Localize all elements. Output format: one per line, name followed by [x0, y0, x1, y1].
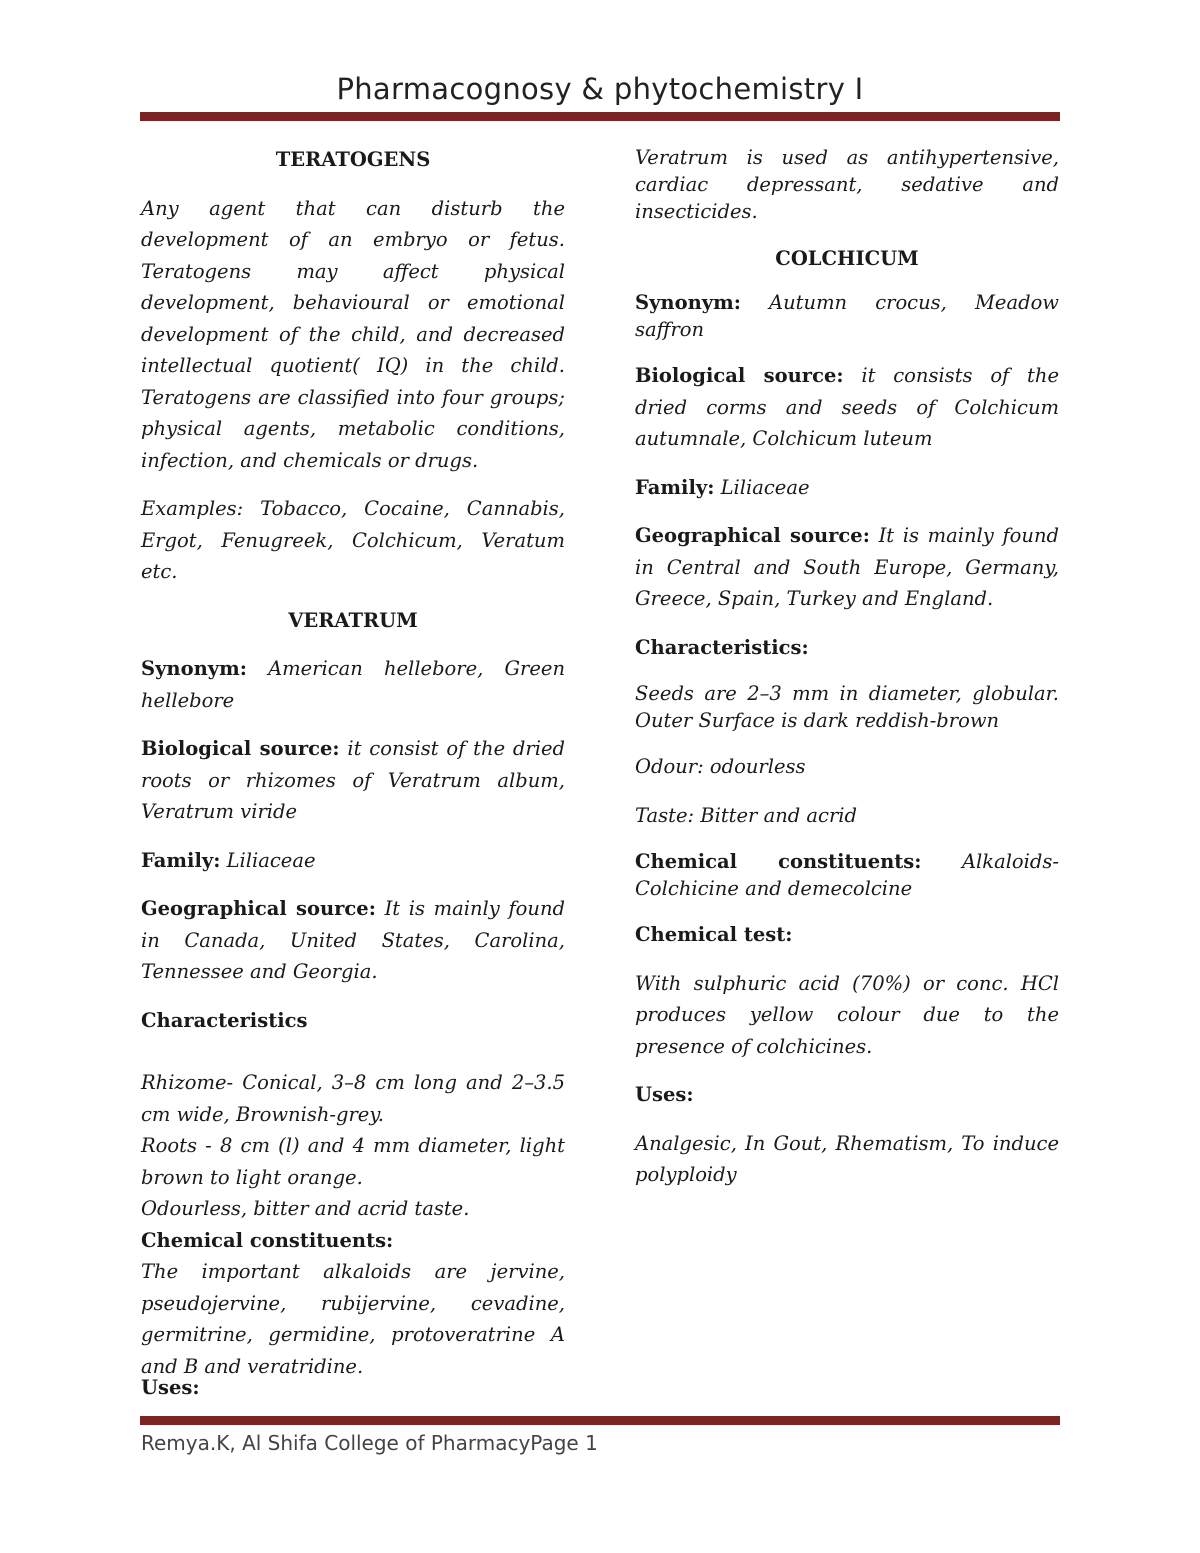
veratrum-char-roots: Roots - 8 cm (l) and 4 mm diameter, light brown to light orange.: [141, 1134, 565, 1189]
footer-rule: [140, 1416, 1060, 1425]
colchicum-family-label: Family:: [635, 475, 715, 499]
colchicum-uses-value: Analgesic, In Gout, Rhematism, To induce polyploidy: [635, 1131, 1059, 1186]
veratrum-family-value: Liliaceae: [226, 848, 316, 872]
right-column: [635, 144, 1059, 1208]
veratrum-char-label-text: Characteristics: [141, 1008, 308, 1032]
colchicum-family: [635, 472, 1059, 504]
veratrum-uses-label: Uses:: [141, 1376, 200, 1399]
colchicum-synonym-label: Synonym:: [635, 291, 741, 314]
veratrum-chem-label-text: Chemical constituents:: [141, 1228, 394, 1252]
colchicum-geo-label: Geographical source:: [635, 524, 870, 547]
colchicum-heading: COLCHICUM: [775, 247, 919, 270]
veratrum-synonym: [141, 653, 565, 716]
veratrum-chem-label: [141, 1225, 565, 1257]
veratrum-geo-source: [141, 893, 565, 988]
colchicum-chem: [635, 848, 1059, 902]
colchicum-bio-source: [635, 360, 1059, 455]
colchicum-chem-value: Alkaloids-Colchicine and demecolcine: [635, 850, 1059, 900]
colchicum-uses-label: [635, 1079, 1059, 1111]
header-rule: [140, 112, 1060, 121]
colchicum-bio-label: Biological source:: [635, 364, 844, 387]
colchicum-test-label-text: Chemical test:: [635, 923, 793, 946]
colchicum-synonym-value: Autumn crocus, Meadow saffron: [635, 291, 1059, 341]
teratogens-heading: TERATOGENS: [275, 148, 431, 171]
colchicum-char-seeds: Seeds are 2–3 mm in diameter, globular. Outer Surface is dark reddish-brown: [635, 682, 1059, 732]
colchicum-chem-label: Chemical constituents:: [635, 850, 922, 873]
veratrum-bio-label: Biological source:: [141, 737, 340, 760]
veratrum-char-taste: Odourless, bitter and acrid taste.: [141, 1197, 470, 1220]
veratrum-family: [141, 845, 565, 877]
veratrum-chem-value: The important alkaloids are jervine, pseudojervine, rubijervine, cevadine, germitrine, germidine, protoveratrine A and B and veratridine.: [141, 1260, 565, 1378]
colchicum-geo-source: [635, 520, 1059, 615]
colchicum-test-value: With sulphuric acid (70%) or conc. HCl produces yellow colour due to the presence of colchicines.: [635, 971, 1059, 1058]
colchicum-family-value: Liliaceae: [720, 475, 810, 499]
colchicum-char-label-text: Characteristics:: [635, 635, 809, 659]
colchicum-uses-label-text: Uses:: [635, 1083, 694, 1106]
veratrum-bio-value: it consist of the dried roots or rhizomes of Veratrum album, Veratrum viride: [141, 737, 565, 823]
colchicum-characteristics-label: [635, 632, 1059, 664]
veratrum-characteristics-label: [141, 1005, 565, 1037]
page-header-title: Pharmacognosy & phytochemistry I: [336, 72, 864, 106]
veratrum-geo-label: Geographical source:: [141, 897, 376, 920]
left-column: [141, 144, 565, 1399]
teratogens-examples: Examples: Tobacco, Cocaine, Cannabis, Ergot, Fenugreek, Colchicum, Veratum etc.: [141, 497, 565, 583]
veratrum-char-rhizome: Rhizome- Conical, 3–8 cm long and 2–3.5 cm wide, Brownish-grey.: [141, 1071, 565, 1126]
page-footer: Remya.K, Al Shifa College of PharmacyPage 1: [141, 1431, 598, 1455]
veratrum-synonym-label: Synonym:: [141, 657, 247, 680]
veratrum-bio-source: [141, 733, 565, 828]
colchicum-synonym: [635, 289, 1059, 343]
veratrum-geo-value: It is mainly found in Canada, United States, Carolina, Tennessee and Georgia.: [141, 897, 566, 983]
colchicum-odour: Odour: odourless: [635, 755, 806, 778]
veratrum-family-label: Family:: [141, 848, 221, 872]
colchicum-geo-value: It is mainly found in Central and South Europe, Germany, Greece, Spain, Turkey and England.: [635, 524, 1060, 610]
veratrum-heading: VERATRUM: [288, 608, 418, 632]
colchicum-test-label: [635, 919, 1059, 951]
colchicum-bio-value: it consists of the dried corms and seeds of Colchicum autumnale, Colchicum luteum: [635, 364, 1059, 450]
veratrum-synonym-value: American hellebore, Green hellebore: [141, 657, 566, 712]
colchicum-taste: Taste: Bitter and acrid: [635, 803, 858, 827]
veratrum-uses-value: Veratrum is used as antihypertensive, cardiac depressant, sedative and insecticides.: [635, 146, 1059, 223]
teratogens-paragraph: Any agent that can disturb the development of an embryo or fetus. Teratogens may affect physical development, behavioural or emotional development of the child, and decreased intellectual quotient( IQ) in the child. Teratogens are classified into four groups; physical agents, metabolic conditions, infection, and chemicals or drugs.: [141, 196, 565, 472]
